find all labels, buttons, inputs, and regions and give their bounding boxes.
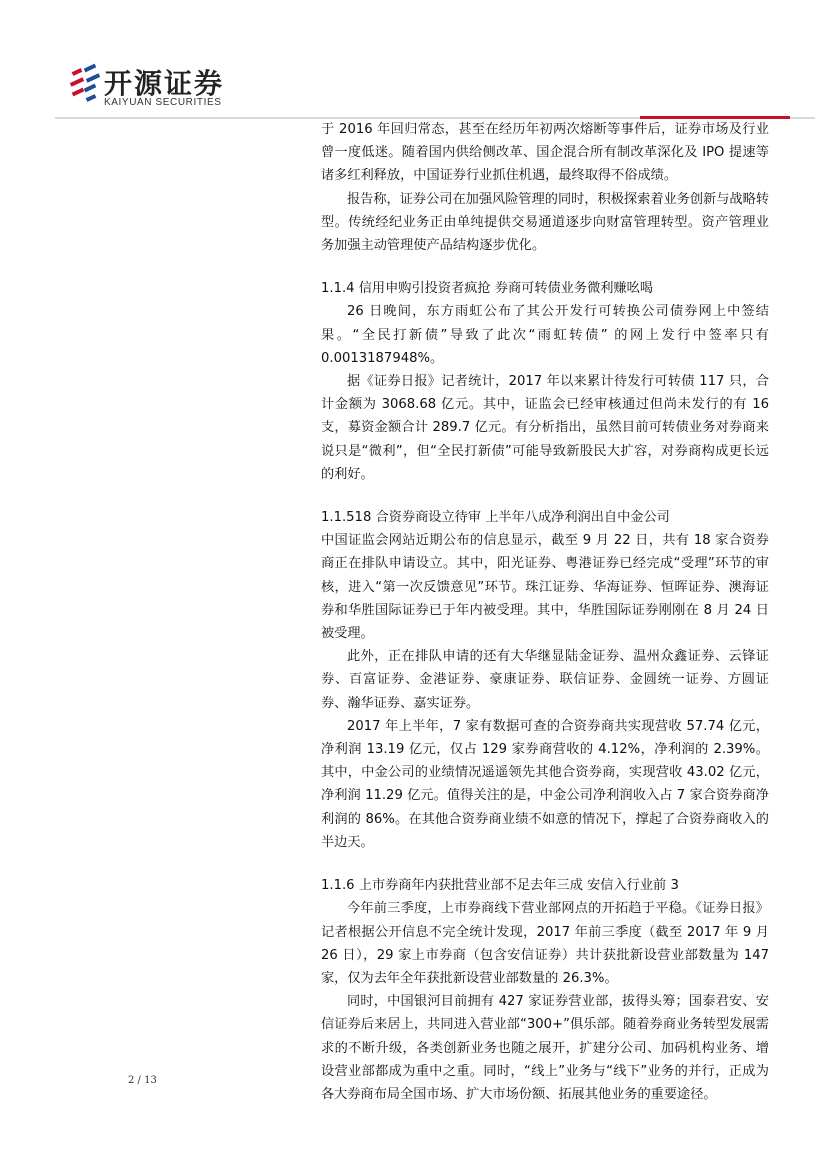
body-paragraph: 2017 年上半年，7 家有数据可查的合资券商共实现营收 57.74 亿元，净利润 13.19 亿元，仅占 129 家券商营收的 4.12%，净利润的 2.39%。其中，中金公司的业绩情况遥遥领先其他合资券商，实现营收 43.02 亿元，净利润 11.29 亿元。值得关注的是，中金公司净利润收入占 7 家合资券商净利润的 86%。在其他合资券商业绩不如意的情况下，撑起了合资券商收入的半边天。 xyxy=(321,718,769,850)
section-heading: 1.1.518 合资券商设立待审 上半年八成净利润出自中金公司 xyxy=(321,510,670,526)
section-heading: 1.1.4 信用申购引投资者疯抢 券商可转债业务微利赚吆喝 xyxy=(321,281,654,297)
page-number: 2 / 13 xyxy=(128,1075,157,1086)
body-paragraph: 中国证监会网站近期公布的信息显示，截至 9 月 22 日，共有 18 家合资券商正在排队申请设立。其中，阳光证券、粤港证券已经完成“受理”环节的审核，进入“第一次反馈意见”环节。珠江证券、华海证券、恒晖证券、澳海证券和华胜国际证券已于年内被受理。其中，华胜国际证券刚刚在 8 月 24 日被受理。 xyxy=(321,533,769,642)
brand-name-en: KAIYUAN SECURITIES xyxy=(104,97,222,108)
body-paragraph: 据《证券日报》记者统计，2017 年以来累计待发行可转债 117 只，合计金额为 3068.68 亿元。其中，证监会已经审核通过但尚未发行的有 16 支，募资金额合计 289.7 亿元。有分析指出，虽然目前可转债业务对券商来说只是“微利”，但“全民打新债”可能导致新股民大扩容，对券商构成更长远的利好。 xyxy=(321,374,769,482)
body-paragraph: 报告称，证券公司在加强风险管理的同时，积极探索着业务创新与战略转型。传统经纪业务正由单纯提供交易通道逐步向财富管理转型。资产管理业务加强主动管理使产品结构逐步优化。 xyxy=(321,191,769,254)
body-paragraph: 同时，中国银河目前拥有 427 家证券营业部，拔得头筹；国泰君安、安信证券后来居上，共同进入营业部“300+”俱乐部。随着券商业务转型发展需求的不断升级，各类创新业务也随之展开，扩建分公司、加码机构业务、增设营业部都成为重中之重。同时，“线上”业务与“线下”业务的并行，正成为各大券商布局全国市场、扩大市场份额、拓展其他业务的重要途径。 xyxy=(321,994,769,1102)
body-paragraph: 26 日晚间，东方雨虹公布了其公开发行可转换公司债券网上中签结果。“全民打新债”导致了此次“雨虹转债” 的网上发行中签率只有 0.0013187948%。 xyxy=(321,304,769,366)
body-paragraph: 此外，正在排队申请的还有大华继显陆金证券、温州众鑫证券、云锋证券、百富证券、金港证券、豪康证券、联信证券、金圆统一证券、方圆证券、瀚华证券、嘉实证券。 xyxy=(321,649,769,711)
body-paragraph: 于 2016 年回归常态，甚至在经历年初两次熔断等事件后，证券市场及行业曾一度低迷。随着国内供给侧改革、国企混合所有制改革深化及 IPO 提速等诸多红利释放，中国证券行业抓住机遇，最终取得不俗成绩。 xyxy=(321,122,769,184)
document-body xyxy=(321,118,769,1106)
section-heading: 1.1.6 上市券商年内获批营业部不足去年三成 安信入行业前 3 xyxy=(321,878,679,894)
page-header xyxy=(0,0,827,122)
brand-name-cn: 开源证券 xyxy=(104,67,225,100)
body-paragraph: 今年前三季度，上市券商线下营业部网点的开拓趋于平稳。《证券日报》记者根据公开信息不完全统计发现，2017 年前三季度（截至 2017 年 9 月 26 日），29 家上市券商（包含安信证券）共计获批新设营业部数量为 147 家，仅为去年全年获批新设营业部数量的 26.3%。 xyxy=(321,901,769,986)
